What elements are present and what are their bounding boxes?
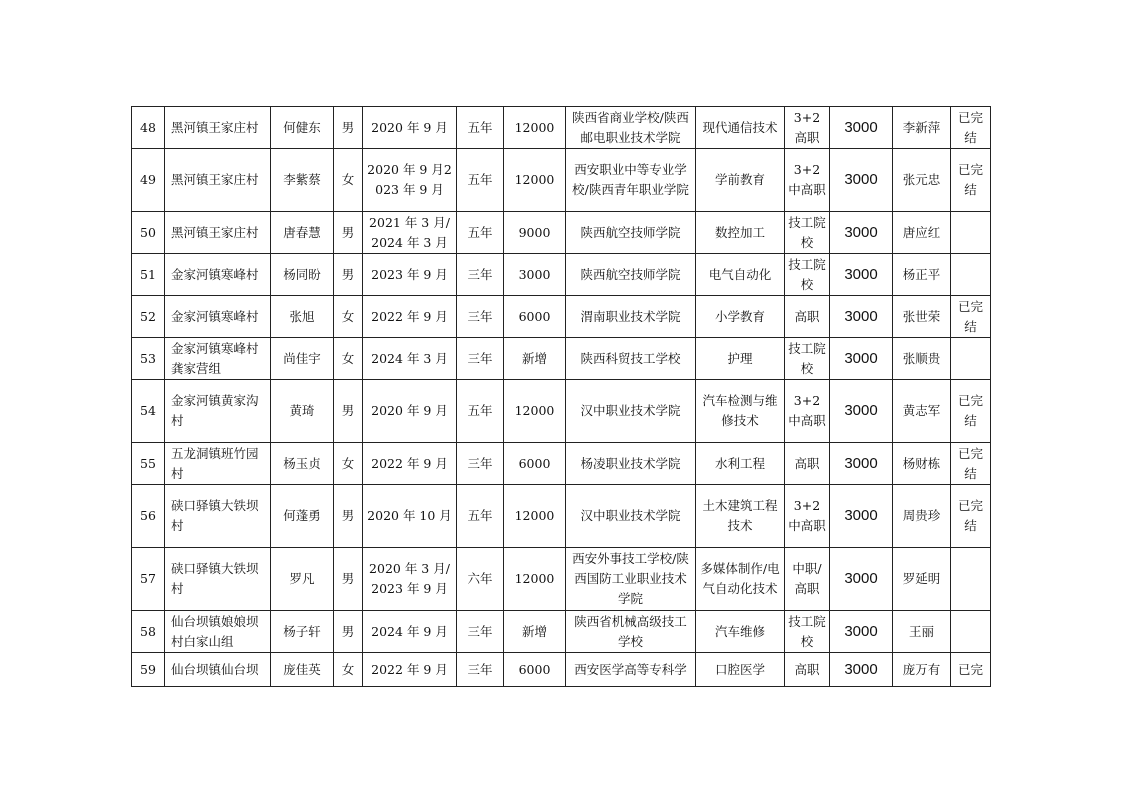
row-number: 52	[132, 296, 165, 338]
enrollment-date: 2024 年 3 月	[363, 338, 457, 380]
study-length: 五年	[457, 380, 504, 443]
education-level: 技工院校	[785, 338, 830, 380]
gender: 男	[334, 107, 363, 149]
study-length: 五年	[457, 212, 504, 254]
status: 已完	[951, 653, 991, 687]
subsidy-amount: 3000	[830, 254, 893, 296]
contact-person: 杨正平	[893, 254, 951, 296]
status	[951, 611, 991, 653]
student-name: 罗凡	[271, 548, 334, 611]
school-name: 杨凌职业技术学院	[566, 443, 696, 485]
major: 学前教育	[696, 149, 785, 212]
student-name: 杨同盼	[271, 254, 334, 296]
table-row	[132, 338, 991, 380]
contact-person: 张世荣	[893, 296, 951, 338]
subsidy-amount: 3000	[830, 296, 893, 338]
gender: 女	[334, 653, 363, 687]
study-length: 三年	[457, 338, 504, 380]
contact-person: 庞万有	[893, 653, 951, 687]
funding-amount: 12000	[504, 380, 566, 443]
village-location: 黑河镇王家庄村	[165, 107, 271, 149]
gender: 女	[334, 296, 363, 338]
village-location: 金家河镇寒峰村龚家营组	[165, 338, 271, 380]
village-location: 金家河镇寒峰村	[165, 296, 271, 338]
school-name: 西安职业中等专业学校/陕西青年职业学院	[566, 149, 696, 212]
status	[951, 254, 991, 296]
enrollment-date: 2020 年 9 月2023 年 9 月	[363, 149, 457, 212]
school-name: 西安外事技工学校/陕西国防工业职业技术学院	[566, 548, 696, 611]
gender: 男	[334, 380, 363, 443]
row-number: 50	[132, 212, 165, 254]
major: 多媒体制作/电气自动化技术	[696, 548, 785, 611]
enrollment-date: 2022 年 9 月	[363, 653, 457, 687]
row-number: 54	[132, 380, 165, 443]
contact-person: 张顺贵	[893, 338, 951, 380]
study-length: 五年	[457, 149, 504, 212]
education-level: 3+2高职	[785, 107, 830, 149]
major: 电气自动化	[696, 254, 785, 296]
student-name: 张旭	[271, 296, 334, 338]
subsidy-amount: 3000	[830, 548, 893, 611]
row-number: 48	[132, 107, 165, 149]
funding-amount: 3000	[504, 254, 566, 296]
enrollment-date: 2024 年 9 月	[363, 611, 457, 653]
table-row	[132, 254, 991, 296]
student-name: 李紫蔡	[271, 149, 334, 212]
subsidy-amount: 3000	[830, 380, 893, 443]
row-number: 56	[132, 485, 165, 548]
study-length: 三年	[457, 653, 504, 687]
funding-amount: 6000	[504, 653, 566, 687]
subsidy-amount: 3000	[830, 485, 893, 548]
student-name: 庞佳英	[271, 653, 334, 687]
gender: 女	[334, 338, 363, 380]
student-name: 何蓬勇	[271, 485, 334, 548]
school-name: 陕西航空技师学院	[566, 254, 696, 296]
school-name: 陕西科贸技工学校	[566, 338, 696, 380]
major: 现代通信技术	[696, 107, 785, 149]
village-location: 五龙洞镇班竹园村	[165, 443, 271, 485]
funding-amount: 6000	[504, 443, 566, 485]
education-level: 中职/高职	[785, 548, 830, 611]
funding-amount: 6000	[504, 296, 566, 338]
village-location: 硖口驿镇大铁坝村	[165, 548, 271, 611]
major: 水利工程	[696, 443, 785, 485]
contact-person: 唐应红	[893, 212, 951, 254]
education-level: 3+2中高职	[785, 485, 830, 548]
village-location: 仙台坝镇仙台坝	[165, 653, 271, 687]
student-name: 黄琦	[271, 380, 334, 443]
table-row	[132, 653, 991, 687]
school-name: 汉中职业技术学院	[566, 380, 696, 443]
study-length: 三年	[457, 296, 504, 338]
contact-person: 黄志军	[893, 380, 951, 443]
contact-person: 王丽	[893, 611, 951, 653]
major: 小学教育	[696, 296, 785, 338]
gender: 男	[334, 212, 363, 254]
village-location: 金家河镇寒峰村	[165, 254, 271, 296]
education-level: 技工院校	[785, 212, 830, 254]
village-location: 黑河镇王家庄村	[165, 212, 271, 254]
major: 汽车维修	[696, 611, 785, 653]
status: 已完结	[951, 149, 991, 212]
student-name: 唐春慧	[271, 212, 334, 254]
school-name: 西安医学高等专科学	[566, 653, 696, 687]
gender: 男	[334, 254, 363, 296]
subsidy-amount: 3000	[830, 443, 893, 485]
contact-person: 张元忠	[893, 149, 951, 212]
table-row	[132, 296, 991, 338]
major: 土木建筑工程技术	[696, 485, 785, 548]
funding-amount: 12000	[504, 107, 566, 149]
enrollment-date: 2020 年 10 月	[363, 485, 457, 548]
row-number: 51	[132, 254, 165, 296]
major: 汽车检测与维修技术	[696, 380, 785, 443]
study-length: 三年	[457, 611, 504, 653]
table-row	[132, 485, 991, 548]
contact-person: 罗延明	[893, 548, 951, 611]
status: 已完结	[951, 296, 991, 338]
education-level: 3+2中高职	[785, 149, 830, 212]
table-row	[132, 107, 991, 149]
table-row	[132, 548, 991, 611]
contact-person: 杨财栋	[893, 443, 951, 485]
village-location: 金家河镇黄家沟村	[165, 380, 271, 443]
major: 数控加工	[696, 212, 785, 254]
education-level: 技工院校	[785, 611, 830, 653]
education-level: 3+2中高职	[785, 380, 830, 443]
gender: 女	[334, 149, 363, 212]
student-name: 尚佳宇	[271, 338, 334, 380]
status	[951, 338, 991, 380]
village-location: 仙台坝镇娘娘坝村白家山组	[165, 611, 271, 653]
student-name: 杨玉贞	[271, 443, 334, 485]
row-number: 55	[132, 443, 165, 485]
gender: 男	[334, 611, 363, 653]
study-length: 三年	[457, 254, 504, 296]
funding-amount: 新增	[504, 338, 566, 380]
school-name: 陕西航空技师学院	[566, 212, 696, 254]
table-row	[132, 380, 991, 443]
row-number: 49	[132, 149, 165, 212]
major: 护理	[696, 338, 785, 380]
contact-person: 周贵珍	[893, 485, 951, 548]
school-name: 汉中职业技术学院	[566, 485, 696, 548]
funding-amount: 9000	[504, 212, 566, 254]
funding-amount: 12000	[504, 548, 566, 611]
table-row	[132, 212, 991, 254]
row-number: 53	[132, 338, 165, 380]
table-row	[132, 149, 991, 212]
gender: 男	[334, 485, 363, 548]
village-location: 黑河镇王家庄村	[165, 149, 271, 212]
table-row	[132, 611, 991, 653]
row-number: 59	[132, 653, 165, 687]
study-length: 三年	[457, 443, 504, 485]
study-length: 六年	[457, 548, 504, 611]
study-length: 五年	[457, 485, 504, 548]
subsidy-amount: 3000	[830, 611, 893, 653]
table-row	[132, 443, 991, 485]
funding-amount: 新增	[504, 611, 566, 653]
gender: 女	[334, 443, 363, 485]
village-location: 硖口驿镇大铁坝村	[165, 485, 271, 548]
funding-amount: 12000	[504, 149, 566, 212]
status	[951, 548, 991, 611]
education-level: 高职	[785, 653, 830, 687]
enrollment-date: 2021 年 3 月/2024 年 3 月	[363, 212, 457, 254]
education-level: 技工院校	[785, 254, 830, 296]
status: 已完结	[951, 443, 991, 485]
student-name: 何健东	[271, 107, 334, 149]
enrollment-date: 2020 年 9 月	[363, 380, 457, 443]
enrollment-date: 2022 年 9 月	[363, 443, 457, 485]
school-name: 陕西省商业学校/陕西邮电职业技术学院	[566, 107, 696, 149]
student-subsidy-table	[131, 106, 991, 687]
subsidy-amount: 3000	[830, 212, 893, 254]
enrollment-date: 2022 年 9 月	[363, 296, 457, 338]
enrollment-date: 2020 年 9 月	[363, 107, 457, 149]
subsidy-amount: 3000	[830, 107, 893, 149]
row-number: 58	[132, 611, 165, 653]
subsidy-amount: 3000	[830, 653, 893, 687]
student-name: 杨子轩	[271, 611, 334, 653]
gender: 男	[334, 548, 363, 611]
status: 已完结	[951, 485, 991, 548]
subsidy-amount: 3000	[830, 338, 893, 380]
status: 已完结	[951, 107, 991, 149]
status	[951, 212, 991, 254]
row-number: 57	[132, 548, 165, 611]
school-name: 渭南职业技术学院	[566, 296, 696, 338]
education-level: 高职	[785, 296, 830, 338]
status: 已完结	[951, 380, 991, 443]
study-length: 五年	[457, 107, 504, 149]
contact-person: 李新萍	[893, 107, 951, 149]
enrollment-date: 2023 年 9 月	[363, 254, 457, 296]
education-level: 高职	[785, 443, 830, 485]
enrollment-date: 2020 年 3 月/2023 年 9 月	[363, 548, 457, 611]
school-name: 陕西省机械高级技工学校	[566, 611, 696, 653]
funding-amount: 12000	[504, 485, 566, 548]
subsidy-amount: 3000	[830, 149, 893, 212]
major: 口腔医学	[696, 653, 785, 687]
